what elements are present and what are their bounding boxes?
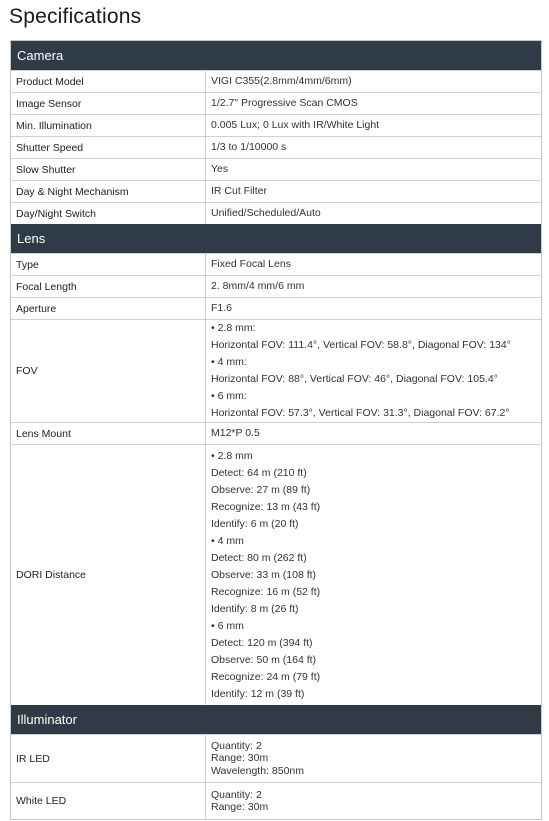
spec-value-line: Detect: 64 m (210 ft) bbox=[211, 466, 307, 479]
spec-value-line: Horizontal FOV: 57.3°, Vertical FOV: 31.3°, Diagonal FOV: 67.2° bbox=[211, 407, 510, 419]
spec-value: 1/2.7" Progressive Scan CMOS bbox=[211, 97, 358, 109]
spec-value-line: Horizontal FOV: 88°, Vertical FOV: 46°, Diagonal FOV: 105.4° bbox=[211, 373, 498, 385]
spec-row-white-led bbox=[11, 782, 541, 819]
spec-value-line: Recognize: 24 m (79 ft) bbox=[211, 670, 321, 683]
spec-value-line: • 4 mm: bbox=[211, 356, 247, 368]
spec-label: Type bbox=[11, 254, 206, 275]
spec-row bbox=[11, 158, 541, 180]
spec-row bbox=[11, 253, 541, 275]
spec-value: F1.6 bbox=[211, 302, 233, 314]
spec-value bbox=[206, 783, 541, 819]
spec-value: Unified/Scheduled/Auto bbox=[211, 207, 321, 219]
spec-label: FOV bbox=[11, 320, 206, 422]
spec-value: 1/3 to 1/10000 s bbox=[211, 141, 287, 153]
spec-label: DORI Distance bbox=[11, 445, 206, 705]
spec-label: Product Model bbox=[11, 71, 206, 92]
spec-label: Focal Length bbox=[11, 276, 206, 297]
spec-value-line: Detect: 120 m (394 ft) bbox=[211, 636, 313, 649]
spec-value: IR Cut Filter bbox=[211, 185, 268, 197]
spec-label: Min. Illumination bbox=[11, 115, 206, 136]
spec-value: Fixed Focal Lens bbox=[211, 258, 291, 270]
section-header-lens: Lens bbox=[11, 224, 541, 253]
spec-label: Shutter Speed bbox=[11, 137, 206, 158]
spec-label: Aperture bbox=[11, 298, 206, 319]
spec-value-line: • 2.8 mm bbox=[211, 449, 253, 462]
spec-table bbox=[10, 40, 542, 820]
section-header-camera: Camera bbox=[11, 41, 541, 70]
spec-value-line: • 6 mm: bbox=[211, 390, 247, 402]
page-title: Specifications bbox=[9, 5, 142, 28]
spec-row bbox=[11, 180, 541, 202]
spec-value-line: Identify: 12 m (39 ft) bbox=[211, 687, 305, 700]
spec-value: M12*P 0.5 bbox=[211, 427, 260, 439]
spec-row bbox=[11, 275, 541, 297]
spec-row bbox=[11, 70, 541, 92]
section-header-illuminator: Illuminator bbox=[11, 705, 541, 734]
spec-label: IR LED bbox=[11, 735, 206, 782]
spec-value-line: Observe: 50 m (164 ft) bbox=[211, 653, 317, 666]
spec-value-line: Observe: 27 m (89 ft) bbox=[211, 483, 311, 496]
spec-label: Lens Mount bbox=[11, 423, 206, 444]
spec-value bbox=[206, 445, 541, 705]
spec-value-line: Horizontal FOV: 111.4°, Vertical FOV: 58.8°, Diagonal FOV: 134° bbox=[211, 339, 511, 351]
spec-value-line: Quantity: 2 bbox=[211, 788, 262, 801]
spec-value-line: Quantity: 2 bbox=[211, 739, 262, 752]
spec-value-line: • 4 mm bbox=[211, 534, 244, 547]
spec-label: White LED bbox=[11, 783, 206, 819]
spec-value-line: Recognize: 13 m (43 ft) bbox=[211, 500, 321, 513]
spec-value bbox=[206, 320, 541, 422]
spec-value-line: Identify: 8 m (26 ft) bbox=[211, 602, 299, 615]
spec-value-line: Detect: 80 m (262 ft) bbox=[211, 551, 307, 564]
spec-row-ir-led bbox=[11, 734, 541, 782]
spec-label: Slow Shutter bbox=[11, 159, 206, 180]
spec-value-line: Recognize: 16 m (52 ft) bbox=[211, 585, 321, 598]
spec-value-line: • 2.8 mm: bbox=[211, 322, 256, 334]
spec-row-fov bbox=[11, 319, 541, 422]
spec-row-lens-mount bbox=[11, 422, 541, 444]
spec-value: Yes bbox=[211, 163, 229, 175]
spec-row bbox=[11, 92, 541, 114]
spec-value-line: Observe: 33 m (108 ft) bbox=[211, 568, 317, 581]
spec-value-line: Range: 30m bbox=[211, 752, 269, 765]
spec-value-line: Range: 30m bbox=[211, 801, 269, 813]
spec-label: Image Sensor bbox=[11, 93, 206, 114]
spec-label: Day & Night Mechanism bbox=[11, 181, 206, 202]
spec-value-line: Wavelength: 850nm bbox=[211, 764, 304, 777]
spec-row bbox=[11, 202, 541, 224]
spec-value-line: Identify: 6 m (20 ft) bbox=[211, 517, 299, 530]
spec-row-dori-distance bbox=[11, 444, 541, 705]
spec-label: Day/Night Switch bbox=[11, 203, 206, 224]
spec-value bbox=[206, 735, 541, 782]
spec-row bbox=[11, 136, 541, 158]
spec-value: 0.005 Lux; 0 Lux with IR/White Light bbox=[211, 119, 380, 131]
spec-row bbox=[11, 114, 541, 136]
spec-row bbox=[11, 297, 541, 319]
spec-value-line: • 6 mm bbox=[211, 619, 244, 632]
spec-value: 2. 8mm/4 mm/6 mm bbox=[211, 280, 305, 292]
spec-value: VIGI C355(2.8mm/4mm/6mm) bbox=[211, 75, 352, 87]
